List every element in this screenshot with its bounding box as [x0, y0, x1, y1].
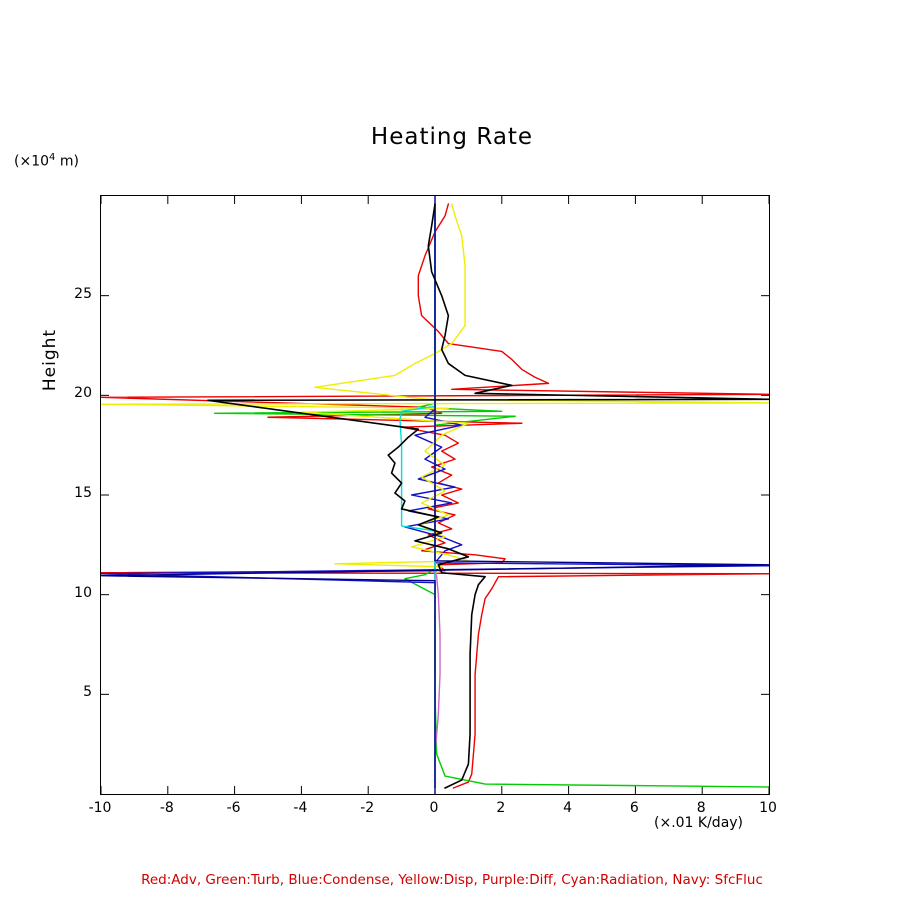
x-tick-label: 2: [496, 800, 506, 816]
x-tick-label: 4: [563, 800, 573, 816]
y-tick-label: 25: [74, 285, 92, 302]
x-tick-label: 0: [429, 800, 439, 816]
page-title: Heating Rate: [370, 124, 534, 150]
series-line-total: [208, 204, 769, 788]
plot-area: [100, 195, 770, 795]
x-tick-label: -6: [226, 800, 241, 816]
x-axis-unit-label: (×.01 K/day): [654, 815, 744, 831]
x-tick-label: 6: [629, 800, 639, 816]
y-axis-label: Height: [40, 328, 60, 392]
x-tick-label: -4: [293, 800, 308, 816]
series-line-sfcfluc: [101, 204, 769, 788]
x-tick-label: -10: [88, 800, 112, 816]
y-tick-label: 20: [74, 385, 92, 402]
x-tick-label: -2: [360, 800, 375, 816]
x-tick-label: 10: [759, 800, 777, 816]
y-axis-unit-label: ($\times 10^4$ m): [14, 152, 79, 170]
series-line-turb: [215, 204, 769, 787]
y-tick-label: 15: [74, 485, 92, 501]
x-tick-label: 8: [696, 800, 706, 816]
y-tick-label: 10: [74, 584, 92, 601]
x-tick-label: -8: [159, 800, 174, 816]
y-tick-label: 5: [83, 684, 92, 701]
legend-caption: Red:Adv, Green:Turb, Blue:Condense, Yellow:Disp, Purple:Diff, Cyan:Radiation, Navy: SfcFluc: [141, 872, 763, 888]
plot-canvas: [101, 196, 769, 794]
